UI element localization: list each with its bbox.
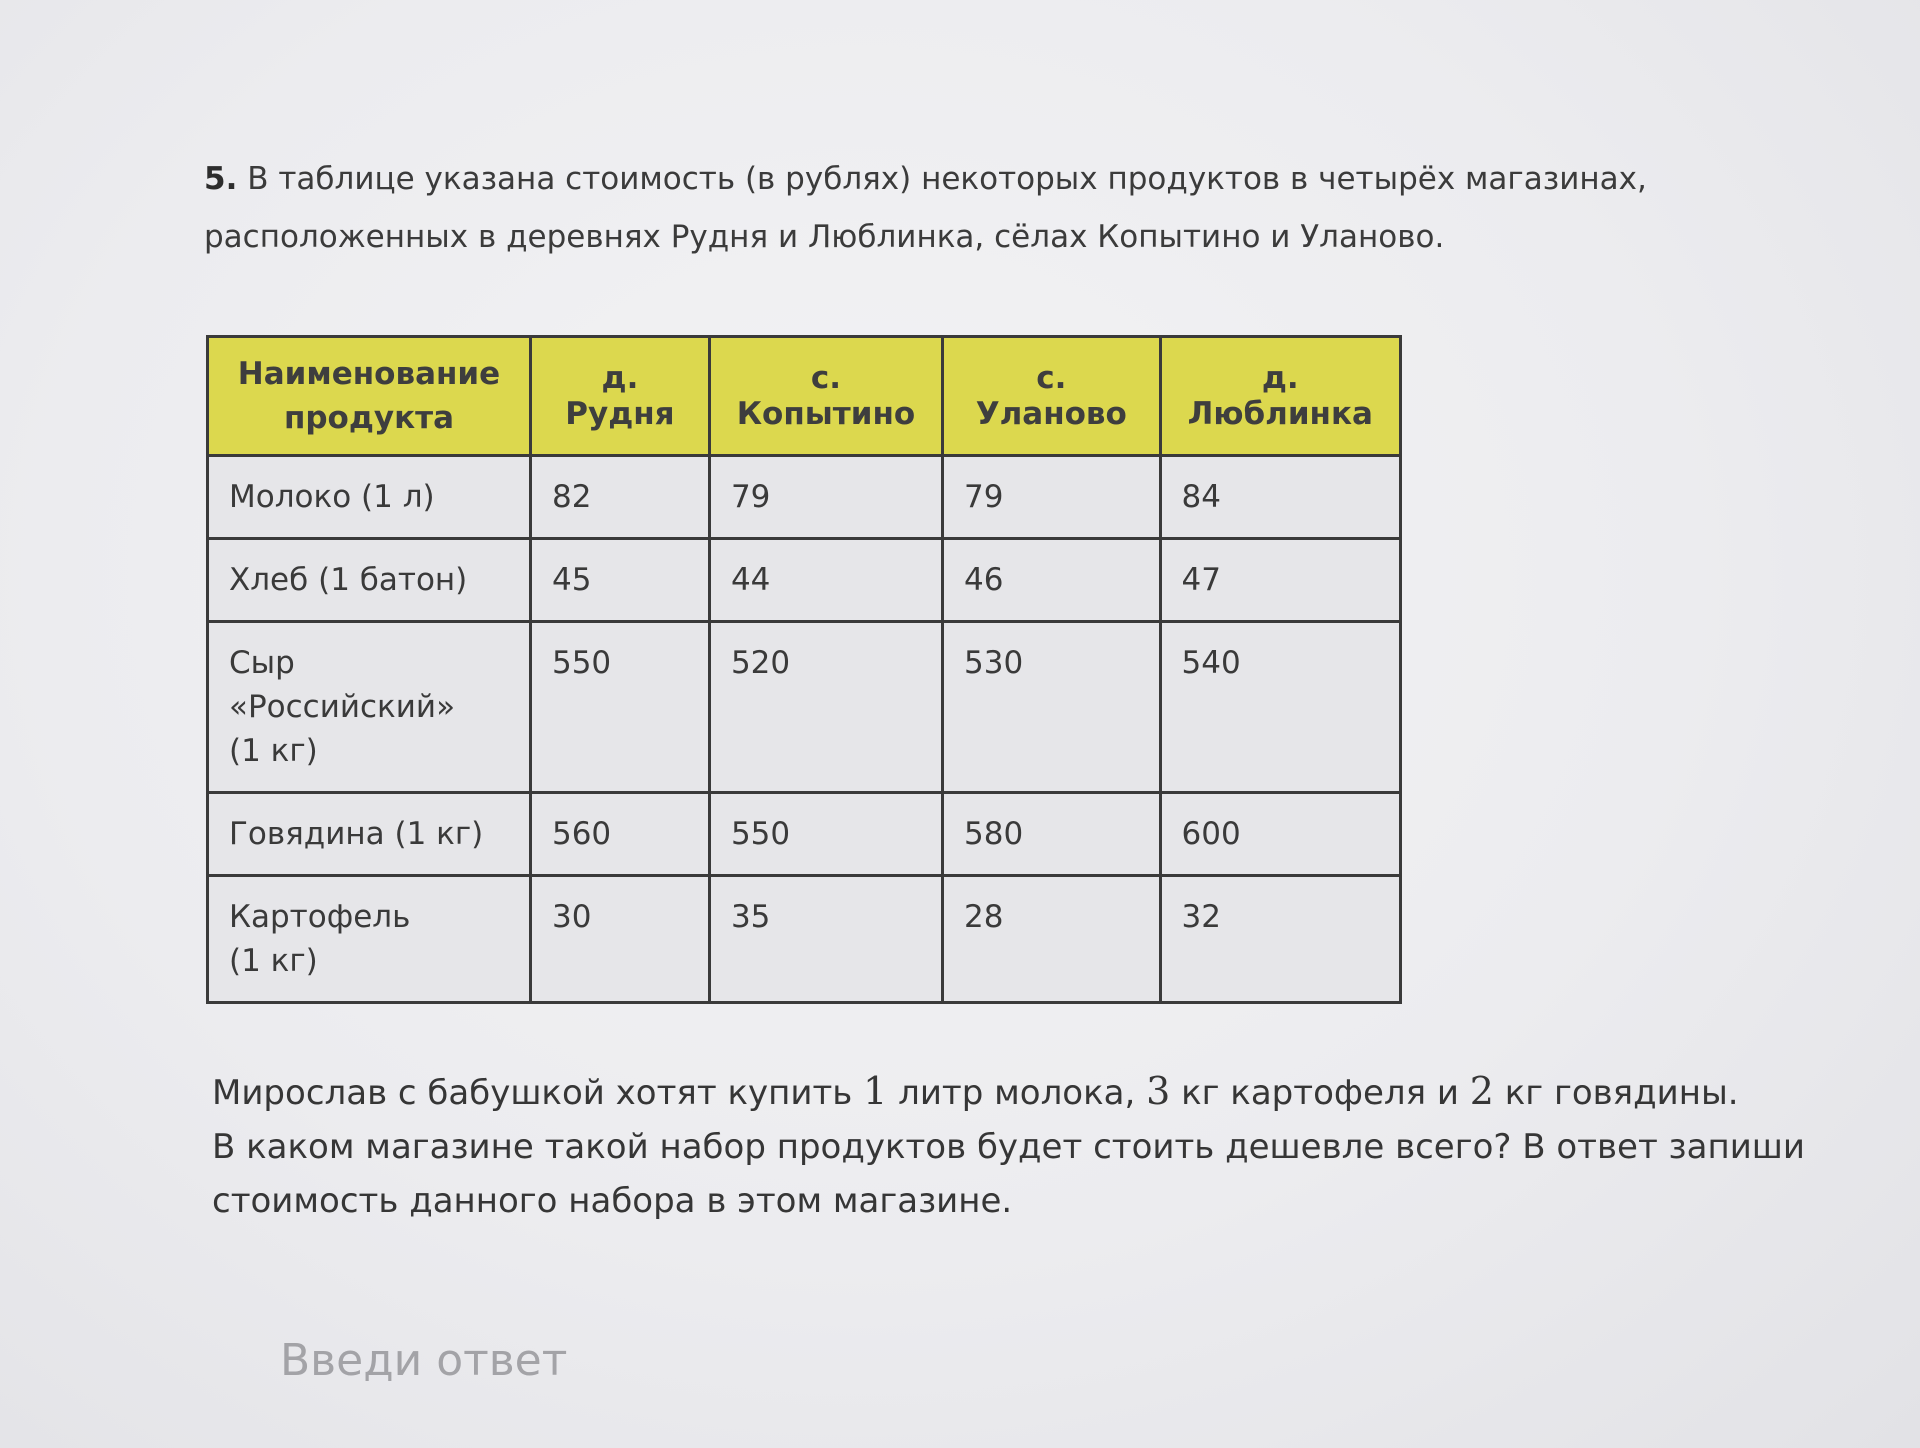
- price-cell: 44: [709, 539, 942, 622]
- task-intro: [204, 150, 1884, 266]
- product-line: Картофель: [229, 899, 411, 935]
- table-row: [208, 793, 1401, 876]
- header-shop-lyublinka: д. Люблинка: [1160, 337, 1400, 456]
- question-number: 2: [1469, 1069, 1494, 1113]
- price-cell: 28: [943, 876, 1161, 1003]
- header-shop-kopytino: с. Копытино: [709, 337, 942, 456]
- table-header-row: [208, 337, 1401, 456]
- table-row: [208, 456, 1401, 539]
- task-intro-text: В таблице указана стоимость (в рублях) некоторых продуктов в четырёх магазинах, расположенных в деревнях Рудня и Люблинка, сёлах Копытино и Уланово.: [204, 161, 1647, 255]
- price-cell: 520: [709, 622, 942, 793]
- question-part: кг картофеля и: [1170, 1073, 1470, 1113]
- price-cell: 84: [1160, 456, 1400, 539]
- question-number: 3: [1146, 1069, 1171, 1113]
- price-cell: 35: [709, 876, 942, 1003]
- price-cell: 550: [709, 793, 942, 876]
- product-line: (1 кг): [229, 943, 318, 979]
- header-product-line1: Наименование: [237, 356, 501, 392]
- product-cell: [208, 622, 531, 793]
- product-line: (1 кг): [229, 733, 318, 769]
- task-number: 5.: [204, 161, 238, 197]
- table-row: [208, 539, 1401, 622]
- price-cell: 560: [530, 793, 709, 876]
- product-cell: Хлеб (1 батон): [208, 539, 531, 622]
- price-cell: 550: [530, 622, 709, 793]
- price-table: [206, 335, 1402, 1004]
- question-line2: В каком магазине такой набор продуктов будет стоить дешевле всего? В ответ запиши стоимость данного набора в этом магазине.: [212, 1127, 1806, 1221]
- product-cell: Говядина (1 кг): [208, 793, 531, 876]
- product-cell: [208, 876, 531, 1003]
- price-cell: 79: [709, 456, 942, 539]
- price-cell: 32: [1160, 876, 1400, 1003]
- product-line: «Российский»: [229, 689, 456, 725]
- product-cell: Молоко (1 л): [208, 456, 531, 539]
- price-cell: 600: [1160, 793, 1400, 876]
- price-cell: 530: [943, 622, 1161, 793]
- price-cell: 540: [1160, 622, 1400, 793]
- price-cell: 47: [1160, 539, 1400, 622]
- price-cell: 45: [530, 539, 709, 622]
- header-product: [208, 337, 531, 456]
- price-cell: 46: [943, 539, 1161, 622]
- table-row: [208, 622, 1401, 793]
- question-text: [212, 1064, 1852, 1228]
- answer-input[interactable]: [270, 1320, 990, 1400]
- question-part: литр молока,: [887, 1073, 1147, 1113]
- table-row: [208, 876, 1401, 1003]
- header-shop-ulanovo: с. Уланово: [943, 337, 1161, 456]
- price-cell: 82: [530, 456, 709, 539]
- price-cell: 580: [943, 793, 1161, 876]
- price-cell: 79: [943, 456, 1161, 539]
- question-part: Мирослав с бабушкой хотят купить: [212, 1073, 864, 1113]
- header-shop-rudnya: д. Рудня: [530, 337, 709, 456]
- price-cell: 30: [530, 876, 709, 1003]
- question-number: 1: [863, 1069, 888, 1113]
- question-part: кг говядины.: [1493, 1073, 1739, 1113]
- product-line: Сыр: [229, 645, 295, 681]
- header-product-line2: продукта: [283, 400, 455, 436]
